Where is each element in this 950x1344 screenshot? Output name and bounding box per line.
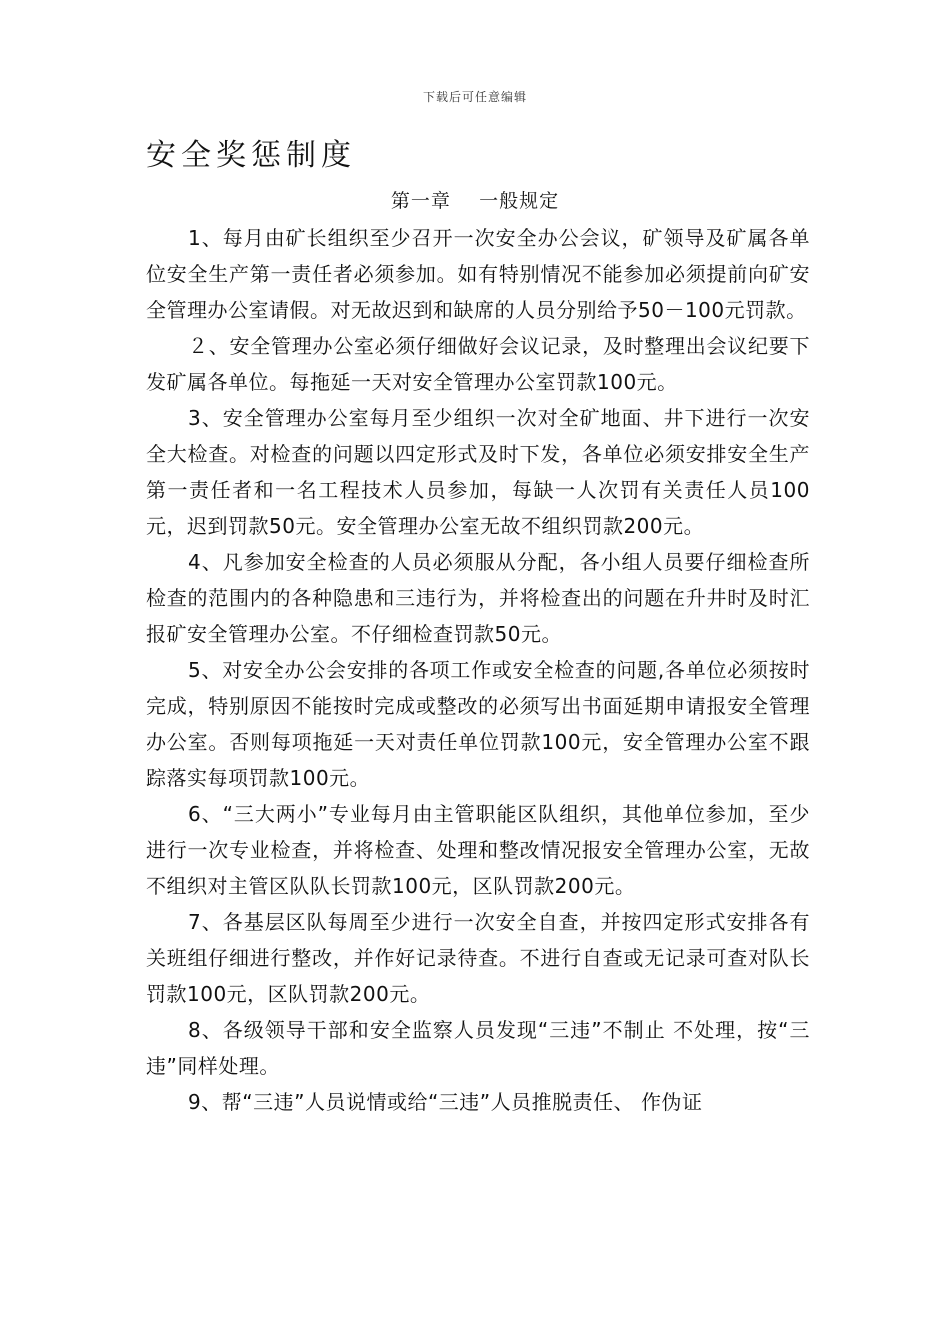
paragraph-7: 7、各基层区队每周至少进行一次安全自查，并按四定形式安排各有关班组仔细进行整改，并作好记录待查。不进行自查或无记录可查对队长罚款100元，区队罚款200元。 bbox=[146, 910, 810, 1006]
paragraph-4: 4、凡参加安全检查的人员必须服从分配，各小组人员要仔细检查所检查的范围内的各种隐患和三违行为，并将检查出的问题在升井时及时汇报矿安全管理办公室。不仔细检查罚款50元。 bbox=[146, 550, 810, 646]
paragraph-3: 3、安全管理办公室每月至少组织一次对全矿地面、井下进行一次安全大检查。对检查的问题以四定形式及时下发，各单位必须安排安全生产第一责任者和一名工程技术人员参加，每缺一人次罚有关责任人员100 元，迟到罚款50元。安全管理办公室无故不组织罚款200元。 bbox=[146, 406, 810, 538]
paragraph-5: 5、对安全办公会安排的各项工作或安全检查的问题,各单位必须按时完成，特别原因不能按时完成或整改的必须写出书面延期申请报安全管理办公室。否则每项拖延一天对责任单位罚款100元，安全管理办公室不跟踪落实每项罚款100元。 bbox=[146, 658, 810, 790]
paragraph-8: 8、各级领导干部和安全监察人员发现“三违”不制止 不处理，按“三违”同样处理。 bbox=[146, 1018, 810, 1078]
body-text bbox=[146, 220, 810, 1120]
chapter-title: 第一章 一般规定 bbox=[390, 190, 560, 212]
paragraph-2: ２、安全管理办公室必须仔细做好会议记录，及时整理出会议纪要下发矿属各单位。每拖延一天对安全管理办公室罚款100元。 bbox=[146, 334, 810, 394]
paragraph-9: 9、帮“三违”人员说情或给“三违”人员推脱责任、 作伪证 bbox=[188, 1090, 703, 1114]
paragraph-1: 1、每月由矿长组织至少召开一次安全办公会议，矿领导及矿属各单位安全生产第一责任者必须参加。如有特别情况不能参加必须提前向矿安全管理办公室请假。对无故迟到和缺席的人员分别给予50－100元罚款。 bbox=[146, 226, 810, 322]
paragraph-6: 6、“三大两小”专业每月由主管职能区队组织，其他单位参加，至少进行一次专业检查，并将检查、处理和整改情况报安全管理办公室，无故不组织对主管区队队长罚款100元，区队罚款200元。 bbox=[146, 802, 810, 898]
document-title: 安全奖惩制度 bbox=[146, 138, 356, 173]
header-note: 下载后可任意编辑 bbox=[422, 90, 527, 104]
